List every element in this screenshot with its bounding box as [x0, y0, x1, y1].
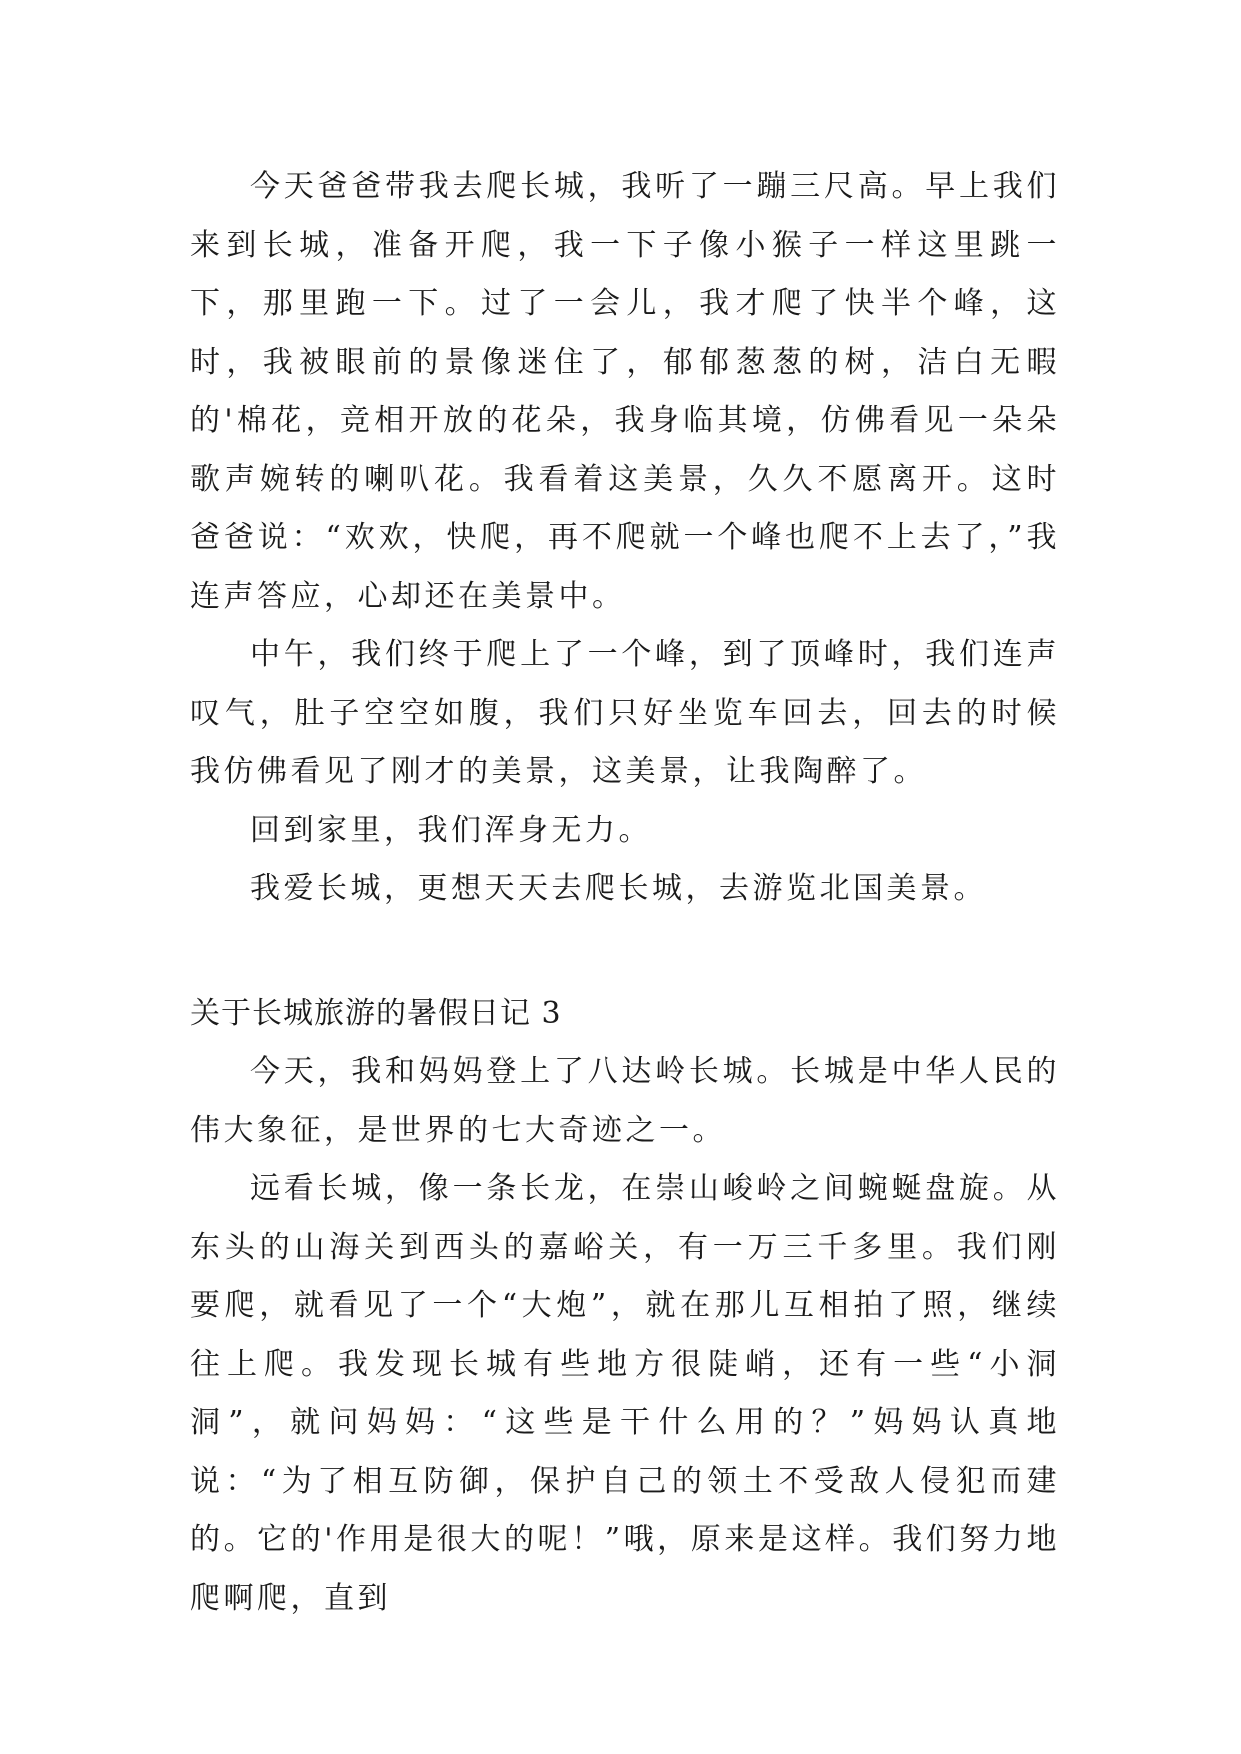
section-spacer: [190, 919, 1060, 985]
paragraph: 今天爸爸带我去爬长城，我听了一蹦三尺高。早上我们来到长城，准备开爬，我一下子像小猴子一样这里跳一下，那里跑一下。过了一会儿，我才爬了快半个峰，这时，我被眼前的景像迷住了，郁郁葱葱的树，洁白无暇的'棉花，竞相开放的花朵，我身临其境，仿佛看见一朵朵歌声婉转的喇叭花。我看着这美景，久久不愿离开。这时爸爸说：“欢欢，快爬，再不爬就一个峰也爬不上去了，”我连声答应，心却还在美景中。: [190, 169, 1060, 614]
paragraph: 回到家里，我们浑身无力。: [250, 812, 652, 848]
paragraph: 远看长城，像一条长龙，在崇山峻岭之间蜿蜒盘旋。从东头的山海关到西头的嘉峪关，有一万三千多里。我们刚要爬，就看见了一个“大炮”，就在那儿互相拍了照，继续往上爬。我发现长城有些地方很陡峭，还有一些“小洞洞”，就问妈妈：“这些是干什么用的？”妈妈认真地说：“为了相互防御，保护自己的领土不受敌人侵犯而建的。它的'作用是很大的呢！”哦，原来是这样。我们努力地爬啊爬，直到: [190, 1171, 1060, 1616]
paragraph: 中午，我们终于爬上了一个峰，到了顶峰时，我们连声叹气，肚子空空如腹，我们只好坐览车回去，回去的时候我仿佛看见了刚才的美景，这美景，让我陶醉了。: [190, 637, 1060, 789]
paragraph: 我爱长城，更想天天去爬长城，去游览北国美景。: [250, 871, 987, 906]
document-page: [190, 158, 1060, 1628]
paragraph: 今天，我和妈妈登上了八达岭长城。长城是中华人民的伟大象征，是世界的七大奇迹之一。: [190, 1054, 1060, 1148]
section-title: 关于长城旅游的暑假日记 3: [190, 995, 562, 1031]
